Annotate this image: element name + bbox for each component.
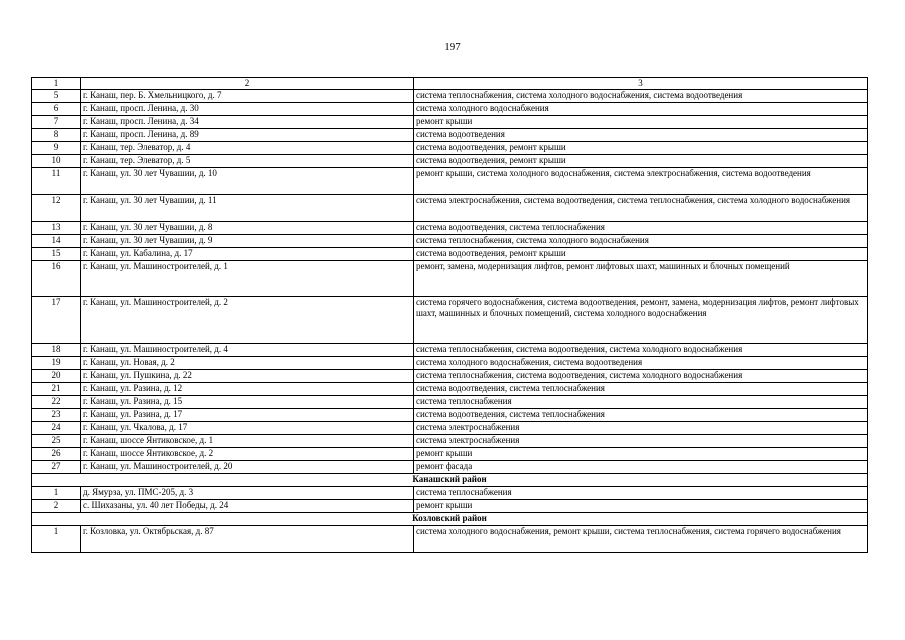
row-address: г. Канаш, ул. 30 лет Чувашии, д. 8 xyxy=(81,222,414,235)
row-number: 13 xyxy=(32,222,81,235)
row-address: г. Канаш, ул. Чкалова, д. 17 xyxy=(81,422,414,435)
row-number: 16 xyxy=(32,261,81,297)
section-header-row xyxy=(32,474,868,487)
row-number: 26 xyxy=(32,448,81,461)
row-number: 1 xyxy=(32,487,81,500)
row-address: г. Канаш, ул. Пушкина, д. 22 xyxy=(81,370,414,383)
table-row xyxy=(32,248,868,261)
table-row xyxy=(32,422,868,435)
table-row xyxy=(32,90,868,103)
row-address: г. Канаш, просп. Ленина, д. 89 xyxy=(81,129,414,142)
row-address: г. Канаш, ул. Новая, д. 2 xyxy=(81,357,414,370)
column-header: 3 xyxy=(414,78,868,90)
row-works: система холодного водоснабжения, ремонт крыши, система теплоснабжения, система горячего водоснабжения xyxy=(414,526,868,553)
row-number: 6 xyxy=(32,103,81,116)
row-works: система водоотведения, система теплоснабжения xyxy=(414,409,868,422)
row-address: г. Канаш, ул. Машиностроителей, д. 20 xyxy=(81,461,414,474)
row-number: 24 xyxy=(32,422,81,435)
table-row xyxy=(32,409,868,422)
row-works: система водоотведения, ремонт крыши xyxy=(414,155,868,168)
row-number: 9 xyxy=(32,142,81,155)
row-number: 20 xyxy=(32,370,81,383)
section-title: Канашский район xyxy=(32,474,868,487)
row-works: ремонт крыши xyxy=(414,500,868,513)
row-address: г. Канаш, ул. 30 лет Чувашии, д. 11 xyxy=(81,195,414,222)
table-row xyxy=(32,168,868,195)
table-header-row xyxy=(32,78,868,90)
row-address: г. Канаш, ул. Кабалина, д. 17 xyxy=(81,248,414,261)
table-row xyxy=(32,142,868,155)
table-row xyxy=(32,526,868,553)
row-works: ремонт крыши, система холодного водоснабжения, система электроснабжения, система водоотведения xyxy=(414,168,868,195)
row-works: система теплоснабжения xyxy=(414,487,868,500)
row-number: 1 xyxy=(32,526,81,553)
row-number: 21 xyxy=(32,383,81,396)
row-number: 10 xyxy=(32,155,81,168)
row-address: г. Канаш, ул. Машиностроителей, д. 1 xyxy=(81,261,414,297)
row-number: 22 xyxy=(32,396,81,409)
row-address: г. Канаш, шоссе Янтиковское, д. 1 xyxy=(81,435,414,448)
row-works: система водоотведения, ремонт крыши xyxy=(414,142,868,155)
table-row xyxy=(32,155,868,168)
row-number: 5 xyxy=(32,90,81,103)
row-works: система теплоснабжения, система водоотведения, система холодного водоснабжения xyxy=(414,370,868,383)
row-works: система электроснабжения, система водоотведения, система теплоснабжения, система холодного водоснабжения xyxy=(414,195,868,222)
row-works: система электроснабжения xyxy=(414,422,868,435)
row-works: система водоотведения xyxy=(414,129,868,142)
row-works: ремонт крыши xyxy=(414,448,868,461)
row-works: система холодного водоснабжения, система водоотведения xyxy=(414,357,868,370)
row-address: г. Канаш, ул. 30 лет Чувашии, д. 10 xyxy=(81,168,414,195)
row-works: система водоотведения, ремонт крыши xyxy=(414,248,868,261)
row-address: г. Канаш, ул. Разина, д. 15 xyxy=(81,396,414,409)
column-header: 2 xyxy=(81,78,414,90)
row-number: 12 xyxy=(32,195,81,222)
table-row xyxy=(32,435,868,448)
row-number: 14 xyxy=(32,235,81,248)
row-address: г. Козловка, ул. Октябрьская, д. 87 xyxy=(81,526,414,553)
row-number: 19 xyxy=(32,357,81,370)
row-works: система теплоснабжения xyxy=(414,396,868,409)
row-number: 27 xyxy=(32,461,81,474)
row-number: 2 xyxy=(32,500,81,513)
row-works: система теплоснабжения, система холодного водоснабжения, система водоотведения xyxy=(414,90,868,103)
table-row xyxy=(32,129,868,142)
row-address: г. Канаш, просп. Ленина, д. 30 xyxy=(81,103,414,116)
row-works: ремонт, замена, модернизация лифтов, ремонт лифтовых шахт, машинных и блочных помещений xyxy=(414,261,868,297)
table-row xyxy=(32,500,868,513)
works-table xyxy=(31,77,868,553)
table-row xyxy=(32,383,868,396)
row-works: система горячего водоснабжения, система водоотведения, ремонт, замена, модернизация лифтов, ремонт лифтовых шахт, машинных и блочных помещений, система холодного водоснабжения xyxy=(414,297,868,344)
row-works: система водоотведения, система теплоснабжения xyxy=(414,222,868,235)
row-address: г. Канаш, тер. Элеватор, д. 4 xyxy=(81,142,414,155)
section-header-row xyxy=(32,513,868,526)
table-row xyxy=(32,461,868,474)
table-row xyxy=(32,103,868,116)
row-number: 17 xyxy=(32,297,81,344)
row-address: г. Канаш, просп. Ленина, д. 34 xyxy=(81,116,414,129)
table-row xyxy=(32,261,868,297)
row-number: 7 xyxy=(32,116,81,129)
row-address: г. Канаш, ул. Разина, д. 12 xyxy=(81,383,414,396)
row-address: с. Шихазаны, ул. 40 лет Победы, д. 24 xyxy=(81,500,414,513)
row-address: г. Канаш, ул. 30 лет Чувашии, д. 9 xyxy=(81,235,414,248)
table-row xyxy=(32,297,868,344)
row-number: 8 xyxy=(32,129,81,142)
table-row xyxy=(32,396,868,409)
row-works: ремонт крыши xyxy=(414,116,868,129)
row-works: ремонт фасада xyxy=(414,461,868,474)
row-works: система теплоснабжения, система холодного водоснабжения xyxy=(414,235,868,248)
row-address: г. Канаш, ул. Машиностроителей, д. 4 xyxy=(81,344,414,357)
row-number: 23 xyxy=(32,409,81,422)
table-row xyxy=(32,370,868,383)
table-row xyxy=(32,344,868,357)
row-number: 11 xyxy=(32,168,81,195)
row-address: г. Канаш, ул. Разина, д. 17 xyxy=(81,409,414,422)
row-number: 25 xyxy=(32,435,81,448)
row-address: г. Канаш, шоссе Янтиковское, д. 2 xyxy=(81,448,414,461)
table-row xyxy=(32,195,868,222)
page-number: 197 xyxy=(444,41,461,53)
row-address: г. Канаш, ул. Машиностроителей, д. 2 xyxy=(81,297,414,344)
column-header: 1 xyxy=(32,78,81,90)
table-row xyxy=(32,222,868,235)
row-works: система электроснабжения xyxy=(414,435,868,448)
row-number: 18 xyxy=(32,344,81,357)
row-works: система холодного водоснабжения xyxy=(414,103,868,116)
table-row xyxy=(32,448,868,461)
table-row xyxy=(32,487,868,500)
table-row xyxy=(32,357,868,370)
row-works: система теплоснабжения, система водоотведения, система холодного водоснабжения xyxy=(414,344,868,357)
row-number: 15 xyxy=(32,248,81,261)
row-address: г. Канаш, пер. Б. Хмельницкого, д. 7 xyxy=(81,90,414,103)
row-address: д. Ямурза, ул. ПМС-205, д. 3 xyxy=(81,487,414,500)
section-title: Козловский район xyxy=(32,513,868,526)
table-row xyxy=(32,235,868,248)
table-row xyxy=(32,116,868,129)
row-works: система водоотведения, система теплоснабжения xyxy=(414,383,868,396)
row-address: г. Канаш, тер. Элеватор, д. 5 xyxy=(81,155,414,168)
